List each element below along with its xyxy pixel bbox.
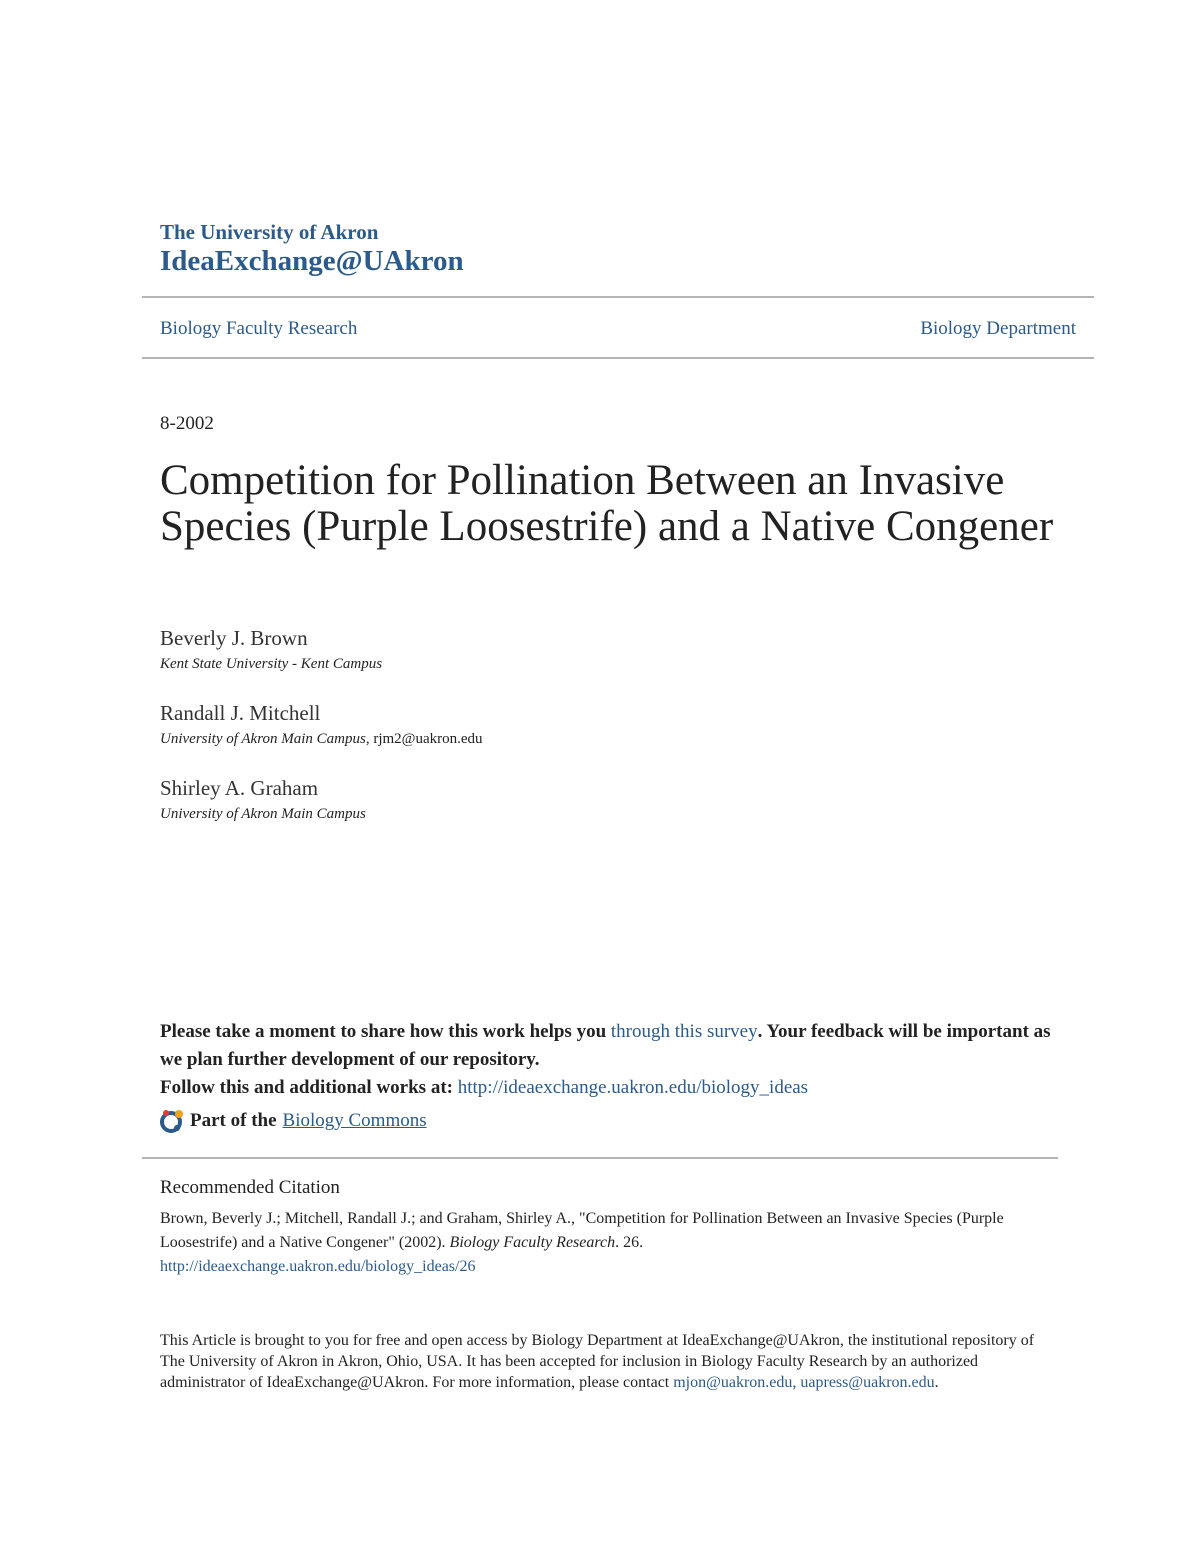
part-of-label: Part of the <box>190 1110 277 1131</box>
author-affiliation-text: University of Akron Main Campus <box>160 731 366 747</box>
header-rule-bottom <box>142 357 1094 359</box>
footer-end: . <box>934 1374 939 1391</box>
citation-url-link[interactable]: http://ideaexchange.uakron.edu/biology_ideas/26 <box>160 1258 476 1275</box>
author-affiliation-text: Kent State University - Kent Campus <box>160 656 383 672</box>
biology-commons-link[interactable]: Biology Commons <box>282 1110 427 1131</box>
survey-text-after: . Your feedback will be important as we plan further development of our repository. <box>160 1021 1051 1070</box>
survey-text: Please take a moment to share how this work helps you <box>160 1021 611 1042</box>
survey-link[interactable]: through this survey <box>610 1021 758 1042</box>
author-name: Beverly J. Brown <box>160 626 308 650</box>
author-email[interactable]: , rjm2@uakron.edu <box>365 731 483 747</box>
institution-name[interactable]: The University of Akron <box>160 220 379 244</box>
author-name: Shirley A. Graham <box>160 776 319 800</box>
author-affiliation-text: University of Akron Main Campus <box>160 806 366 822</box>
footer-note <box>160 1330 1050 1393</box>
citation-journal: Biology Faculty Research <box>449 1234 616 1251</box>
article-title: Competition for Pollination Between an Invasive Species (Purple Loosestrife) and a Native Congener <box>160 457 1054 550</box>
contact-email-links[interactable]: mjon@uakron.edu, uapress@uakron.edu <box>673 1374 935 1391</box>
follow-url-link[interactable]: http://ideaexchange.uakron.edu/biology_ideas <box>457 1077 809 1098</box>
citation-heading: Recommended Citation <box>160 1177 340 1198</box>
citation-block <box>160 1207 1050 1279</box>
commons-row <box>160 1108 427 1134</box>
author-affiliation <box>160 731 483 748</box>
citation-number: . 26. <box>615 1234 644 1251</box>
network-commons-icon <box>160 1108 186 1134</box>
citation-rule <box>142 1157 1058 1159</box>
footer-text: This Article is brought to you for free and open access by Biology Department at IdeaExchange@UAkron, the institutional repository of The University of Akron in Akron, Ohio, USA. It has been accepted for inclusion in Biology Faculty Research by an authorized administrator of IdeaExchange@UAkron. For more information, please contact <box>160 1332 1035 1391</box>
header-rule-top <box>142 296 1094 298</box>
repository-name[interactable]: IdeaExchange@UAkron <box>160 245 464 277</box>
publication-date: 8-2002 <box>160 413 214 434</box>
author-affiliation <box>160 656 382 673</box>
series-link[interactable]: Biology Faculty Research <box>160 318 358 339</box>
department-link[interactable]: Biology Department <box>920 318 1076 339</box>
citation-text: Brown, Beverly J.; Mitchell, Randall J.; and Graham, Shirley A., "Competition for Pollination Between an Invasive Species (Purple Loosestrife) and a Native Congener" (2002). <box>160 1210 1004 1251</box>
author-affiliation <box>160 806 366 823</box>
author-name: Randall J. Mitchell <box>160 701 321 725</box>
survey-block <box>160 1018 1060 1102</box>
follow-label: Follow this and additional works at: <box>160 1077 458 1098</box>
